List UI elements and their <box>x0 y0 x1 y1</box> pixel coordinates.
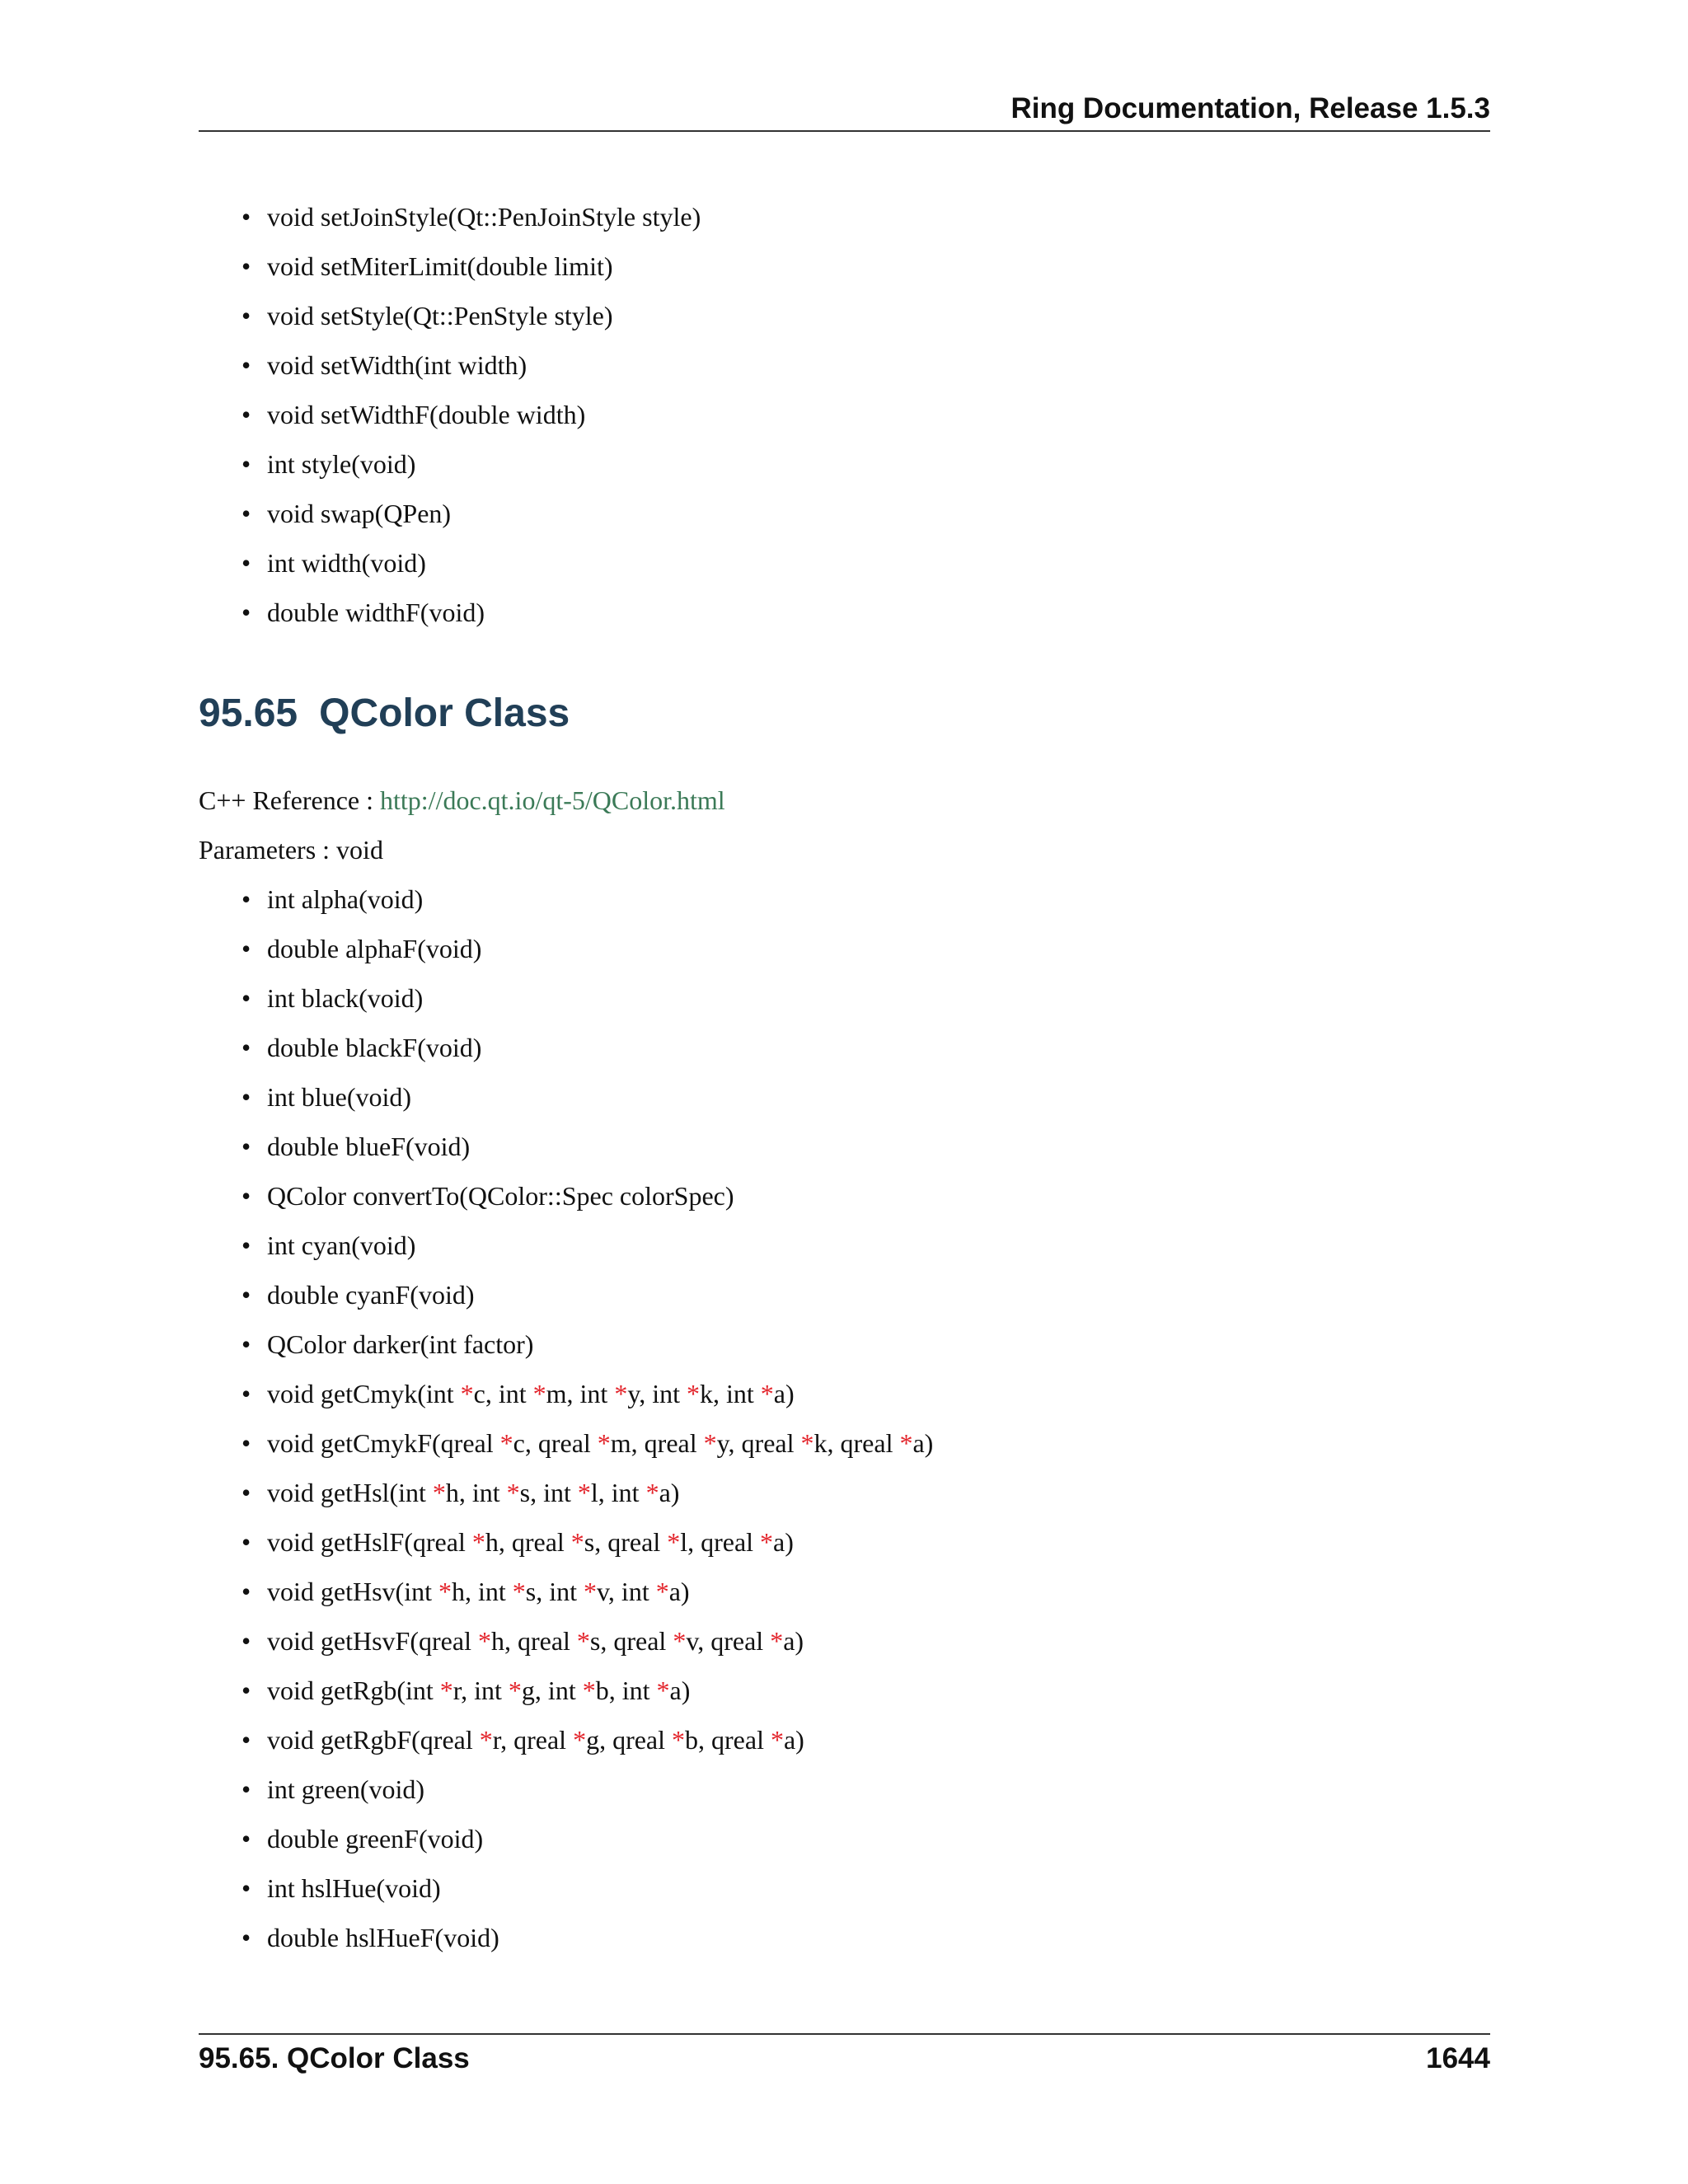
bullet-icon: • <box>241 301 251 330</box>
list-item: • int hslHue(void) <box>241 1863 933 1913</box>
bullet-icon: • <box>241 1428 251 1458</box>
bullet-icon: • <box>241 1675 251 1705</box>
list-item: • double blueF(void) <box>241 1122 933 1171</box>
bullet-icon: • <box>241 1626 251 1656</box>
bullet-icon: • <box>241 350 251 380</box>
list-item: • int black(void) <box>241 973 933 1023</box>
pointer-asterisk: * <box>573 1725 587 1755</box>
bullet-icon: • <box>241 983 251 1013</box>
pointer-asterisk: * <box>800 1428 814 1458</box>
qpen-method-list <box>241 192 701 637</box>
list-item: • void getHslF(qreal *h, qreal *s, qreal *l, qreal *a) <box>241 1517 933 1567</box>
footer-section: 95.65. QColor Class <box>199 2042 470 2074</box>
list-item: • double alphaF(void) <box>241 924 933 973</box>
pointer-asterisk: * <box>506 1478 520 1507</box>
pointer-asterisk: * <box>584 1577 597 1606</box>
parameters-label: Parameters : <box>199 835 331 865</box>
pointer-asterisk: * <box>673 1626 687 1656</box>
pointer-asterisk: * <box>770 1626 784 1656</box>
pointer-asterisk: * <box>667 1527 681 1557</box>
list-item: • void setJoinStyle(Qt::PenJoinStyle style) <box>241 192 701 241</box>
bullet-icon: • <box>241 1329 251 1359</box>
pointer-asterisk: * <box>576 1626 590 1656</box>
list-item: • double widthF(void) <box>241 588 701 637</box>
pointer-asterisk: * <box>432 1478 446 1507</box>
running-footer <box>199 2039 1490 2079</box>
qcolor-method-list <box>241 874 933 1962</box>
bullet-icon: • <box>241 1577 251 1606</box>
bullet-icon: • <box>241 1082 251 1112</box>
list-item: • void swap(QPen) <box>241 489 701 538</box>
pointer-asterisk: * <box>899 1428 913 1458</box>
reference-label: C++ Reference : <box>199 785 373 815</box>
pointer-asterisk: * <box>760 1527 774 1557</box>
bullet-icon: • <box>241 1379 251 1408</box>
list-item: • void getCmykF(qreal *c, qreal *m, qreal *y, qreal *k, qreal *a) <box>241 1418 933 1468</box>
bullet-icon: • <box>241 1725 251 1755</box>
bullet-icon: • <box>241 1824 251 1854</box>
pointer-asterisk: * <box>760 1379 774 1408</box>
footer-rule <box>199 2033 1490 2035</box>
bullet-icon: • <box>241 202 251 232</box>
bullet-icon: • <box>241 548 251 578</box>
bullet-icon: • <box>241 1033 251 1062</box>
pointer-asterisk: * <box>512 1577 526 1606</box>
list-item: • void setWidthF(double width) <box>241 390 701 439</box>
header-rule <box>199 130 1490 132</box>
list-item: • int alpha(void) <box>241 874 933 924</box>
list-item: • void getRgbF(qreal *r, qreal *g, qreal *b, qreal *a) <box>241 1715 933 1765</box>
section-heading <box>199 689 570 738</box>
pointer-asterisk: * <box>477 1626 491 1656</box>
bullet-icon: • <box>241 449 251 479</box>
list-item: • int blue(void) <box>241 1072 933 1122</box>
list-item: • void setMiterLimit(double limit) <box>241 241 701 291</box>
pointer-asterisk: * <box>597 1428 611 1458</box>
parameters-line <box>199 825 383 874</box>
bullet-icon: • <box>241 1478 251 1507</box>
reference-link[interactable]: http://doc.qt.io/qt-5/QColor.html <box>380 785 725 815</box>
pointer-asterisk: * <box>645 1478 659 1507</box>
bullet-icon: • <box>241 1527 251 1557</box>
list-item: • int green(void) <box>241 1765 933 1814</box>
pointer-asterisk: * <box>687 1379 701 1408</box>
page-number: 1644 <box>1426 2042 1490 2074</box>
bullet-icon: • <box>241 1132 251 1161</box>
section-title-text: QColor Class <box>319 691 570 735</box>
list-item: • void getCmyk(int *c, int *m, int *y, int *k, int *a) <box>241 1369 933 1418</box>
list-item: • int style(void) <box>241 439 701 489</box>
bullet-icon: • <box>241 400 251 429</box>
pointer-asterisk: * <box>532 1379 546 1408</box>
section-number: 95.65 <box>199 691 298 735</box>
list-item: • void getRgb(int *r, int *g, int *b, int *a) <box>241 1666 933 1715</box>
list-item: • double greenF(void) <box>241 1814 933 1863</box>
pointer-asterisk: * <box>577 1478 591 1507</box>
pointer-asterisk: * <box>614 1379 628 1408</box>
list-item: • int cyan(void) <box>241 1221 933 1270</box>
pointer-asterisk: * <box>479 1725 493 1755</box>
bullet-icon: • <box>241 884 251 914</box>
list-item: • double hslHueF(void) <box>241 1913 933 1962</box>
pointer-asterisk: * <box>570 1527 584 1557</box>
parameters-value: void <box>336 835 383 865</box>
list-item: • double cyanF(void) <box>241 1270 933 1319</box>
bullet-icon: • <box>241 499 251 528</box>
pointer-asterisk: * <box>770 1725 784 1755</box>
pointer-asterisk: * <box>656 1675 670 1705</box>
cpp-reference <box>199 776 725 825</box>
list-item: • void getHsvF(qreal *h, qreal *s, qreal *v, qreal *a) <box>241 1616 933 1666</box>
pointer-asterisk: * <box>508 1675 522 1705</box>
list-item: • void getHsv(int *h, int *s, int *v, int *a) <box>241 1567 933 1616</box>
list-item: • QColor darker(int factor) <box>241 1319 933 1369</box>
pointer-asterisk: * <box>438 1577 452 1606</box>
pointer-asterisk: * <box>655 1577 669 1606</box>
pointer-asterisk: * <box>582 1675 596 1705</box>
list-item: • void getHsl(int *h, int *s, int *l, int *a) <box>241 1468 933 1517</box>
list-item: • double blackF(void) <box>241 1023 933 1072</box>
bullet-icon: • <box>241 1230 251 1260</box>
list-item: • void setStyle(Qt::PenStyle style) <box>241 291 701 340</box>
pointer-asterisk: * <box>672 1725 686 1755</box>
bullet-icon: • <box>241 598 251 627</box>
pointer-asterisk: * <box>703 1428 717 1458</box>
pointer-asterisk: * <box>471 1527 485 1557</box>
bullet-icon: • <box>241 251 251 281</box>
list-item: • int width(void) <box>241 538 701 588</box>
pointer-asterisk: * <box>439 1675 453 1705</box>
list-item: • void setWidth(int width) <box>241 340 701 390</box>
running-header: Ring Documentation, Release 1.5.3 <box>1010 92 1490 124</box>
bullet-icon: • <box>241 1923 251 1952</box>
pointer-asterisk: * <box>499 1428 513 1458</box>
bullet-icon: • <box>241 934 251 963</box>
bullet-icon: • <box>241 1873 251 1903</box>
pointer-asterisk: * <box>460 1379 474 1408</box>
list-item: • QColor convertTo(QColor::Spec colorSpec) <box>241 1171 933 1221</box>
bullet-icon: • <box>241 1774 251 1804</box>
bullet-icon: • <box>241 1280 251 1310</box>
bullet-icon: • <box>241 1181 251 1211</box>
